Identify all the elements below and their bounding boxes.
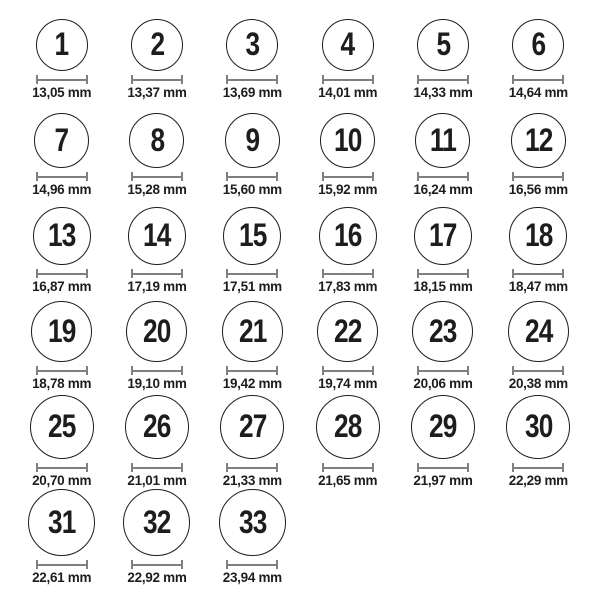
ring-size-cell <box>14 4 109 101</box>
diameter-label: 17,51 mm <box>222 279 282 294</box>
ruler-tick-right-icon <box>181 366 183 375</box>
size-number: 26 <box>143 408 171 444</box>
diameter-ruler <box>131 75 183 84</box>
size-row <box>14 101 586 198</box>
diameter-ruler <box>131 463 183 472</box>
ruler-tick-right-icon <box>86 366 88 375</box>
ruler-tick-right-icon <box>86 269 88 278</box>
ruler-tick-right-icon <box>372 75 374 84</box>
ring-size-cell <box>205 489 300 586</box>
ruler-line <box>133 467 181 469</box>
size-number: 10 <box>333 121 362 158</box>
ruler-line <box>38 79 86 81</box>
ruler-line <box>38 273 86 275</box>
ruler-line <box>228 564 276 566</box>
ring-size-cell <box>395 392 490 489</box>
ruler-tick-right-icon <box>86 560 88 569</box>
ruler-line <box>133 370 181 372</box>
diameter-label: 16,24 mm <box>413 182 473 197</box>
size-circle <box>511 113 566 168</box>
size-number: 16 <box>333 217 362 253</box>
diameter-ruler <box>512 75 564 84</box>
size-circle <box>31 301 92 362</box>
diameter-label: 19,10 mm <box>127 376 187 391</box>
ruler-tick-right-icon <box>86 75 88 84</box>
size-circle <box>509 207 567 265</box>
diameter-label: 15,60 mm <box>222 182 282 197</box>
ruler-tick-right-icon <box>276 463 278 472</box>
ruler-tick-right-icon <box>467 269 469 278</box>
size-number: 25 <box>47 408 76 444</box>
ruler-line <box>228 79 276 81</box>
diameter-label: 18,78 mm <box>32 376 92 391</box>
diameter-label: 23,94 mm <box>222 570 282 585</box>
size-number: 11 <box>429 121 457 158</box>
size-circle <box>412 301 473 362</box>
ring-size-cell <box>109 295 204 392</box>
diameter-label: 19,74 mm <box>318 376 378 391</box>
diameter-ruler <box>36 269 88 278</box>
ring-size-cell <box>491 4 586 101</box>
diameter-label: 16,87 mm <box>32 279 92 294</box>
size-circle <box>316 395 380 459</box>
ruler-line <box>228 467 276 469</box>
size-circle <box>411 395 475 459</box>
diameter-ruler <box>226 269 278 278</box>
size-number: 33 <box>238 503 267 540</box>
diameter-label: 14,96 mm <box>32 182 92 197</box>
diameter-label: 18,15 mm <box>413 279 473 294</box>
size-number: 14 <box>143 217 171 253</box>
diameter-label: 21,97 mm <box>413 473 473 488</box>
size-circle <box>131 19 183 71</box>
ruler-line <box>324 370 372 372</box>
diameter-ruler <box>226 366 278 375</box>
ring-size-cell <box>205 101 300 198</box>
size-number: 24 <box>524 312 553 349</box>
ruler-tick-right-icon <box>276 172 278 181</box>
size-circle <box>30 395 94 459</box>
size-circle <box>33 207 91 265</box>
size-circle <box>36 19 88 71</box>
diameter-ruler <box>322 269 374 278</box>
diameter-label: 22,29 mm <box>508 473 568 488</box>
ruler-tick-right-icon <box>372 463 374 472</box>
diameter-ruler <box>131 560 183 569</box>
ring-size-cell <box>300 198 395 295</box>
diameter-ruler <box>36 560 88 569</box>
ring-size-cell <box>109 198 204 295</box>
ruler-tick-right-icon <box>276 560 278 569</box>
ruler-tick-right-icon <box>181 560 183 569</box>
ruler-tick-right-icon <box>86 172 88 181</box>
ring-size-cell <box>109 4 204 101</box>
diameter-ruler <box>226 560 278 569</box>
size-number: 28 <box>333 408 362 444</box>
diameter-ruler <box>417 172 469 181</box>
ring-size-cell <box>491 295 586 392</box>
diameter-label: 21,33 mm <box>222 473 282 488</box>
ruler-tick-right-icon <box>181 172 183 181</box>
size-number: 2 <box>150 26 164 62</box>
ring-size-cell <box>109 489 204 586</box>
diameter-label: 17,83 mm <box>318 279 378 294</box>
size-circle <box>126 301 187 362</box>
diameter-ruler <box>131 172 183 181</box>
size-circle <box>508 301 569 362</box>
size-circle <box>223 207 281 265</box>
diameter-ruler <box>417 463 469 472</box>
size-circle <box>506 395 570 459</box>
size-circle <box>226 19 278 71</box>
ring-size-cell <box>395 295 490 392</box>
ruler-tick-right-icon <box>562 366 564 375</box>
size-circle <box>415 113 470 168</box>
ring-size-cell <box>491 101 586 198</box>
size-circle <box>225 113 280 168</box>
ruler-tick-right-icon <box>372 366 374 375</box>
diameter-label: 22,92 mm <box>127 570 187 585</box>
ruler-tick-right-icon <box>372 269 374 278</box>
size-circle <box>417 19 469 71</box>
ring-size-cell <box>14 101 109 198</box>
ring-size-cell <box>14 489 109 586</box>
diameter-ruler <box>512 463 564 472</box>
ruler-tick-right-icon <box>372 172 374 181</box>
size-row <box>14 392 586 489</box>
ring-size-cell <box>109 101 204 198</box>
diameter-label: 20,06 mm <box>413 376 473 391</box>
ruler-line <box>419 273 467 275</box>
diameter-ruler <box>226 463 278 472</box>
ruler-tick-right-icon <box>276 269 278 278</box>
ruler-line <box>228 273 276 275</box>
size-circle <box>414 207 472 265</box>
size-circle <box>123 489 190 556</box>
ruler-tick-right-icon <box>562 75 564 84</box>
diameter-label: 17,19 mm <box>127 279 187 294</box>
size-circle <box>220 395 284 459</box>
size-circle <box>128 207 186 265</box>
size-number: 29 <box>429 408 457 444</box>
size-number: 1 <box>54 26 69 62</box>
size-number: 31 <box>47 503 76 540</box>
ruler-line <box>38 564 86 566</box>
ring-size-cell <box>300 295 395 392</box>
ruler-line <box>514 176 562 178</box>
diameter-label: 13,37 mm <box>127 85 187 100</box>
size-number: 21 <box>238 312 267 349</box>
ruler-tick-right-icon <box>467 172 469 181</box>
ruler-tick-right-icon <box>86 463 88 472</box>
ruler-line <box>133 273 181 275</box>
diameter-label: 15,28 mm <box>127 182 187 197</box>
ruler-tick-right-icon <box>562 463 564 472</box>
diameter-label: 13,05 mm <box>32 85 92 100</box>
size-circle <box>222 301 283 362</box>
ring-size-cell <box>395 198 490 295</box>
ruler-tick-right-icon <box>467 75 469 84</box>
size-number: 32 <box>143 503 171 540</box>
ring-size-cell <box>109 392 204 489</box>
ring-size-cell <box>205 198 300 295</box>
size-row <box>14 295 586 392</box>
diameter-ruler <box>322 75 374 84</box>
diameter-ruler <box>322 366 374 375</box>
ring-size-cell <box>205 295 300 392</box>
size-number: 13 <box>47 217 76 253</box>
size-number: 23 <box>429 312 457 349</box>
ruler-line <box>228 176 276 178</box>
ring-size-cell <box>14 392 109 489</box>
diameter-ruler <box>512 172 564 181</box>
diameter-ruler <box>226 172 278 181</box>
size-circle <box>319 207 377 265</box>
size-number: 22 <box>333 312 362 349</box>
ruler-line <box>324 79 372 81</box>
ruler-tick-right-icon <box>181 75 183 84</box>
size-circle <box>322 19 374 71</box>
ruler-line <box>419 79 467 81</box>
ruler-line <box>419 370 467 372</box>
size-number: 7 <box>54 121 69 158</box>
size-circle <box>317 301 378 362</box>
diameter-ruler <box>417 75 469 84</box>
size-circle <box>320 113 375 168</box>
diameter-label: 16,56 mm <box>508 182 568 197</box>
ruler-line <box>324 176 372 178</box>
ring-size-cell <box>395 4 490 101</box>
size-circle <box>34 113 89 168</box>
ruler-line <box>324 467 372 469</box>
size-number: 3 <box>245 26 260 62</box>
ring-size-cell <box>300 392 395 489</box>
diameter-label: 22,61 mm <box>32 570 92 585</box>
diameter-label: 18,47 mm <box>508 279 568 294</box>
diameter-ruler <box>417 366 469 375</box>
ring-size-cell <box>205 392 300 489</box>
diameter-label: 20,70 mm <box>32 473 92 488</box>
ruler-tick-right-icon <box>181 463 183 472</box>
size-number: 30 <box>524 408 553 444</box>
ring-size-cell <box>491 392 586 489</box>
size-number: 17 <box>429 217 457 253</box>
ring-size-cell <box>14 295 109 392</box>
ruler-line <box>324 273 372 275</box>
ring-size-cell <box>395 101 490 198</box>
diameter-ruler <box>322 172 374 181</box>
diameter-ruler <box>36 75 88 84</box>
diameter-label: 21,65 mm <box>318 473 378 488</box>
ruler-tick-right-icon <box>276 366 278 375</box>
size-number: 18 <box>524 217 553 253</box>
size-row <box>14 4 586 101</box>
ring-size-cell <box>14 198 109 295</box>
diameter-ruler <box>512 269 564 278</box>
ruler-line <box>514 467 562 469</box>
ruler-line <box>38 370 86 372</box>
size-row <box>14 489 586 586</box>
diameter-ruler <box>417 269 469 278</box>
ring-size-cell <box>491 198 586 295</box>
size-number: 9 <box>245 121 260 158</box>
ruler-line <box>514 370 562 372</box>
ruler-line <box>38 467 86 469</box>
size-number: 15 <box>238 217 267 253</box>
diameter-ruler <box>36 172 88 181</box>
ruler-tick-right-icon <box>467 463 469 472</box>
ruler-line <box>419 467 467 469</box>
size-circle <box>219 489 286 556</box>
ruler-line <box>38 176 86 178</box>
diameter-label: 21,01 mm <box>127 473 187 488</box>
diameter-label: 15,92 mm <box>318 182 378 197</box>
size-number: 6 <box>531 26 546 62</box>
size-number: 20 <box>143 312 171 349</box>
ring-size-cell <box>300 4 395 101</box>
diameter-label: 13,69 mm <box>222 85 282 100</box>
ruler-line <box>133 564 181 566</box>
diameter-ruler <box>512 366 564 375</box>
diameter-ruler <box>36 463 88 472</box>
ruler-line <box>419 176 467 178</box>
ruler-line <box>133 79 181 81</box>
ruler-line <box>514 79 562 81</box>
size-number: 5 <box>436 26 450 62</box>
diameter-ruler <box>36 366 88 375</box>
ruler-tick-right-icon <box>467 366 469 375</box>
size-row <box>14 198 586 295</box>
diameter-ruler <box>131 269 183 278</box>
ring-size-cell <box>300 101 395 198</box>
size-circle <box>125 395 189 459</box>
diameter-ruler <box>131 366 183 375</box>
ruler-line <box>228 370 276 372</box>
size-number: 8 <box>150 121 164 158</box>
diameter-label: 14,33 mm <box>413 85 473 100</box>
diameter-ruler <box>322 463 374 472</box>
size-number: 12 <box>524 121 553 158</box>
diameter-label: 20,38 mm <box>508 376 568 391</box>
ruler-tick-right-icon <box>276 75 278 84</box>
size-number: 19 <box>47 312 76 349</box>
diameter-label: 14,01 mm <box>318 85 378 100</box>
diameter-label: 14,64 mm <box>508 85 568 100</box>
size-circle <box>28 489 95 556</box>
ruler-tick-right-icon <box>181 269 183 278</box>
ruler-line <box>514 273 562 275</box>
ruler-tick-right-icon <box>562 172 564 181</box>
ruler-line <box>133 176 181 178</box>
size-number: 27 <box>238 408 267 444</box>
diameter-ruler <box>226 75 278 84</box>
size-circle <box>512 19 564 71</box>
ring-size-cell <box>205 4 300 101</box>
size-circle <box>129 113 184 168</box>
ruler-tick-right-icon <box>562 269 564 278</box>
diameter-label: 19,42 mm <box>222 376 282 391</box>
size-number: 4 <box>340 26 355 62</box>
